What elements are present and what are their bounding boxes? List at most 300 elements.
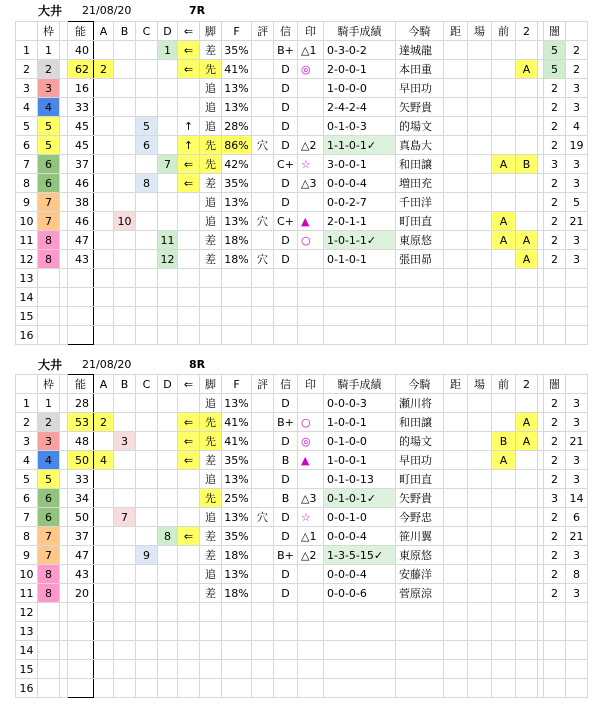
header-second: 2 [516,375,538,394]
dark-2: 14 [566,489,588,508]
jockey-name: 的場文 [396,432,444,451]
trust: D [274,60,298,79]
race-table [15,21,588,345]
waku: 7 [38,546,60,565]
spacer [60,470,68,489]
col-b [114,41,136,60]
front [492,288,516,307]
trust: D [274,432,298,451]
second [516,394,538,413]
row-number: 3 [16,79,38,98]
row-number: 4 [16,98,38,117]
col-d [158,660,178,679]
dark-2 [566,269,588,288]
dark-2 [566,660,588,679]
row-number: 13 [16,622,38,641]
ability [68,660,94,679]
eval [252,269,274,288]
header-eval: 評 [252,375,274,394]
arrow [178,641,200,660]
eval [252,622,274,641]
jockey-record [324,307,396,326]
venue-label: 大井 [38,358,63,372]
ability: 16 [68,79,94,98]
f-rate: 42% [222,155,252,174]
trust: D [274,193,298,212]
spacer [60,584,68,603]
distance [444,470,468,489]
f-rate [222,326,252,345]
ability: 28 [68,394,94,413]
col-a [94,136,114,155]
jockey-record: 0-1-0-0 [324,432,396,451]
mark: △3 [298,174,324,193]
spacer [60,603,68,622]
dark-2 [566,288,588,307]
f-rate: 41% [222,413,252,432]
jockey-name [396,622,444,641]
ability [68,326,94,345]
dark-1 [544,307,566,326]
front [492,584,516,603]
jockey-record [324,269,396,288]
waku: 8 [38,231,60,250]
dark-2: 3 [566,584,588,603]
waku [38,660,60,679]
mark [298,98,324,117]
jockey-name: 達城龍 [396,41,444,60]
spacer [60,307,68,326]
dark-2: 3 [566,98,588,117]
eval [252,326,274,345]
col-d [158,288,178,307]
spacer [60,622,68,641]
col-b: 7 [114,508,136,527]
leg-type: 先 [200,489,222,508]
row-number: 15 [16,660,38,679]
race-number: 7R [189,4,206,17]
row-number: 11 [16,584,38,603]
leg-type: 差 [200,250,222,269]
f-rate: 86% [222,136,252,155]
trust: D [274,231,298,250]
mark [298,79,324,98]
jockey-record [324,603,396,622]
dark-1: 2 [544,117,566,136]
distance [444,603,468,622]
ability: 46 [68,174,94,193]
col-a [94,603,114,622]
header-f-rate: F [222,375,252,394]
eval [252,641,274,660]
distance [444,679,468,698]
col-a [94,432,114,451]
eval [252,603,274,622]
leg-type: 追 [200,470,222,489]
distance [444,174,468,193]
jockey-record: 0-0-0-4 [324,174,396,193]
f-rate: 18% [222,231,252,250]
waku [38,622,60,641]
col-d [158,136,178,155]
trust [274,660,298,679]
jockey-name [396,269,444,288]
dark-2: 5 [566,193,588,212]
arrow [178,489,200,508]
ability [68,641,94,660]
leg-type: 追 [200,193,222,212]
col-b [114,622,136,641]
second: A [516,413,538,432]
header-col-b: B [114,22,136,41]
front [492,79,516,98]
col-c [136,394,158,413]
second [516,174,538,193]
col-b [114,413,136,432]
dark-1: 2 [544,193,566,212]
row-number: 12 [16,250,38,269]
col-d [158,413,178,432]
second [516,193,538,212]
header-front: 前 [492,375,516,394]
col-d [158,269,178,288]
col-d: 7 [158,155,178,174]
waku [38,603,60,622]
waku [38,326,60,345]
leg-type [200,603,222,622]
eval [252,98,274,117]
row-number: 7 [16,508,38,527]
waku: 5 [38,117,60,136]
dark-2: 3 [566,155,588,174]
distance [444,98,468,117]
spacer [60,212,68,231]
eval [252,660,274,679]
arrow [178,288,200,307]
leg-type: 先 [200,413,222,432]
spacer [60,451,68,470]
row-number: 3 [16,432,38,451]
ability [68,622,94,641]
col-c [136,60,158,79]
jockey-record: 1-0-1-1✓ [324,231,396,250]
col-a [94,565,114,584]
dark-1 [544,288,566,307]
col-d [158,641,178,660]
mark: △3 [298,489,324,508]
jockey-name [396,307,444,326]
ability [68,288,94,307]
spacer [60,326,68,345]
header-dark-1: 闇 [544,375,566,394]
row-number: 11 [16,231,38,250]
spacer [60,117,68,136]
leg-type: 差 [200,546,222,565]
table-row [16,250,588,269]
col-b [114,193,136,212]
f-rate: 13% [222,212,252,231]
dark-1: 3 [544,155,566,174]
distance [444,394,468,413]
course [468,136,492,155]
row-number: 1 [16,41,38,60]
col-a [94,527,114,546]
front [492,60,516,79]
course [468,565,492,584]
header-mark: 印 [298,375,324,394]
table-row [16,470,588,489]
col-a [94,174,114,193]
header-jockey-record: 騎手成績 [324,22,396,41]
col-c [136,565,158,584]
arrow [178,307,200,326]
jockey-name: 早田功 [396,79,444,98]
col-d: 8 [158,527,178,546]
mark [298,470,324,489]
col-d [158,679,178,698]
col-c [136,660,158,679]
jockey-name: 矢野貴 [396,489,444,508]
jockey-record: 0-1-0-3 [324,117,396,136]
header-dark-2 [566,22,588,41]
trust: D [274,250,298,269]
second: B [516,155,538,174]
eval [252,679,274,698]
col-c: 6 [136,136,158,155]
table-row [16,641,588,660]
col-b [114,660,136,679]
col-b [114,155,136,174]
second [516,641,538,660]
jockey-record: 2-0-1-1 [324,212,396,231]
jockey-name: 的場文 [396,117,444,136]
distance [444,231,468,250]
col-a [94,288,114,307]
dark-2: 3 [566,231,588,250]
spacer [60,155,68,174]
mark [298,193,324,212]
eval [252,432,274,451]
row-number: 4 [16,451,38,470]
col-d: 12 [158,250,178,269]
leg-type [200,269,222,288]
eval [252,451,274,470]
spacer [60,136,68,155]
col-c [136,98,158,117]
front [492,622,516,641]
col-b [114,79,136,98]
course [468,432,492,451]
jockey-record: 1-3-5-15✓ [324,546,396,565]
f-rate: 13% [222,565,252,584]
leg-type: 追 [200,117,222,136]
front [492,326,516,345]
col-c: 8 [136,174,158,193]
header-arrow: ⇐ [178,375,200,394]
leg-type: 差 [200,231,222,250]
ability: 37 [68,155,94,174]
distance [444,527,468,546]
waku: 6 [38,155,60,174]
dark-2: 21 [566,527,588,546]
col-b: 3 [114,432,136,451]
table-row [16,679,588,698]
course [468,79,492,98]
dark-1: 2 [544,508,566,527]
jockey-name [396,641,444,660]
distance [444,212,468,231]
table-row [16,174,588,193]
jockey-name: 真島大 [396,136,444,155]
dark-1: 2 [544,79,566,98]
col-c [136,269,158,288]
eval [252,527,274,546]
dark-1: 2 [544,250,566,269]
race-block-7r [0,0,610,350]
mark: ▲ [298,451,324,470]
table-row [16,622,588,641]
jockey-name: 東原悠 [396,231,444,250]
dark-1: 2 [544,527,566,546]
dark-1: 2 [544,98,566,117]
waku [38,269,60,288]
col-d: 1 [158,41,178,60]
leg-type: 差 [200,41,222,60]
col-a [94,79,114,98]
col-a [94,193,114,212]
col-d [158,326,178,345]
mark [298,307,324,326]
arrow: ⇐ [178,527,200,546]
col-a [94,212,114,231]
trust: D [274,136,298,155]
table-row [16,413,588,432]
col-d [158,584,178,603]
spacer [60,660,68,679]
spacer [60,98,68,117]
arrow [178,394,200,413]
col-c [136,489,158,508]
f-rate: 13% [222,394,252,413]
trust: D [274,174,298,193]
col-d [158,622,178,641]
arrow [178,584,200,603]
col-b [114,269,136,288]
waku [38,641,60,660]
ability: 47 [68,546,94,565]
second [516,489,538,508]
dark-2 [566,679,588,698]
col-a [94,584,114,603]
arrow [178,250,200,269]
distance [444,41,468,60]
jockey-record [324,660,396,679]
col-d [158,307,178,326]
table-row [16,603,588,622]
waku: 7 [38,527,60,546]
col-c [136,413,158,432]
leg-type: 追 [200,508,222,527]
row-number: 7 [16,155,38,174]
row-number: 6 [16,489,38,508]
jockey-name: 町田直 [396,212,444,231]
trust: D [274,584,298,603]
ability: 50 [68,508,94,527]
col-b [114,307,136,326]
f-rate: 13% [222,193,252,212]
header-f-rate: F [222,22,252,41]
trust: B [274,489,298,508]
front [492,679,516,698]
col-a [94,117,114,136]
ability: 48 [68,432,94,451]
course [468,60,492,79]
col-c [136,250,158,269]
table-row [16,326,588,345]
header-trust: 信 [274,375,298,394]
trust: B+ [274,41,298,60]
leg-type: 差 [200,584,222,603]
col-b [114,326,136,345]
row-number: 12 [16,603,38,622]
col-a [94,679,114,698]
front [492,546,516,565]
course [468,307,492,326]
row-number: 15 [16,307,38,326]
mark [298,326,324,345]
jockey-record: 0-0-1-0 [324,508,396,527]
f-rate: 13% [222,470,252,489]
dark-1: 2 [544,174,566,193]
f-rate: 13% [222,508,252,527]
col-c [136,470,158,489]
col-a [94,470,114,489]
front [492,603,516,622]
spacer [60,269,68,288]
dark-1: 2 [544,136,566,155]
dark-2: 2 [566,41,588,60]
dark-2: 3 [566,546,588,565]
col-d [158,394,178,413]
eval [252,584,274,603]
distance [444,326,468,345]
course [468,117,492,136]
jockey-record [324,288,396,307]
col-c [136,679,158,698]
header-ability: 能 [68,22,94,41]
trust: B+ [274,546,298,565]
course [468,288,492,307]
dark-1 [544,603,566,622]
leg-type: 差 [200,451,222,470]
leg-type: 先 [200,60,222,79]
table-row [16,155,588,174]
distance [444,155,468,174]
spacer [60,546,68,565]
dark-2: 3 [566,79,588,98]
eval: 穴 [252,250,274,269]
ability [68,603,94,622]
eval: 穴 [252,508,274,527]
second [516,41,538,60]
distance [444,250,468,269]
eval [252,413,274,432]
course [468,231,492,250]
dark-2: 3 [566,174,588,193]
front [492,250,516,269]
header-jockey-name: 今騎 [396,22,444,41]
dark-1: 3 [544,489,566,508]
